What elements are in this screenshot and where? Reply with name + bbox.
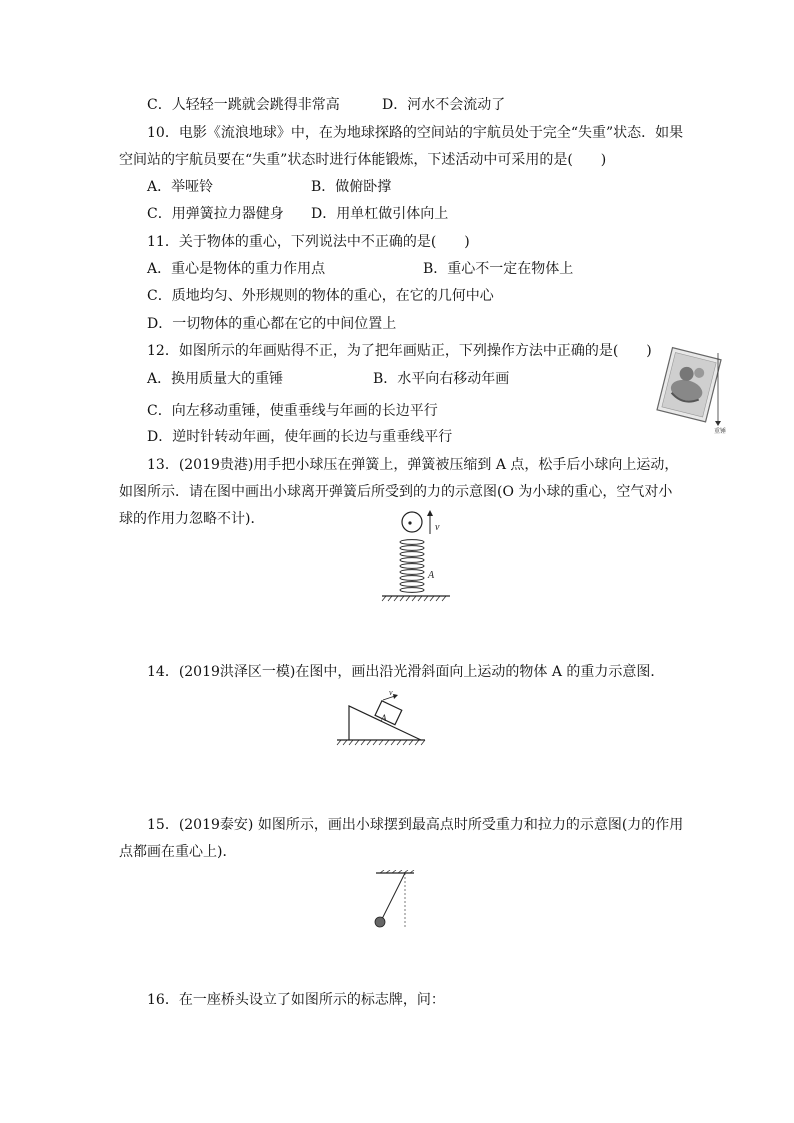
q12-plumb-label: 重锤 (714, 429, 727, 435)
q13-stem-line1: 13．(2019贵港)用手把小球压在弹簧上，弹簧被压缩到 A 点，松手后小球向上运动， (147, 457, 679, 473)
q10-option-a: A．举哑铃 (147, 179, 214, 195)
q12-option-c: C．向左移动重锤，使重垂线与年画的长边平行 (147, 403, 438, 419)
q10-option-d: D．用单杠做引体向上 (311, 206, 449, 222)
q13-ball-spring-figure (380, 506, 452, 604)
q16-stem: 16．在一座桥头设立了如图所示的标志牌，问： (147, 992, 445, 1008)
q12-option-d: D．逆时针转动年画，使年画的长边与重垂线平行 (147, 429, 453, 445)
q11-option-a: A．重心是物体的重力作用点 (147, 261, 326, 277)
q10-option-c: C．用弹簧拉力器健身 (147, 206, 284, 222)
q14-stem: 14．(2019洪泽区一模)在图中，画出沿光滑斜面向上运动的物体 A 的重力示意图． (147, 664, 665, 680)
q13-point-a-label: A (428, 570, 435, 581)
q9-option-d: D．河水不会流动了 (382, 97, 506, 113)
q12-stem: 12．如图所示的年画贴得不正，为了把年画贴正，下列操作方法中正确的是( ) (147, 343, 652, 359)
q15-stem-line2: 点都画在重心上)． (119, 844, 237, 860)
q14-incline-figure (335, 690, 427, 752)
q10-stem-line2: 空间站的宇航员要在“失重”状态时进行体能锻炼，下述活动中可采用的是( ) (119, 152, 607, 168)
q14-block-label: A (381, 713, 387, 723)
q11-option-b: B．重心不一定在物体上 (423, 261, 574, 277)
q12-option-b: B．水平向右移动年画 (373, 371, 510, 387)
q11-option-d: D．一切物体的重心都在它的中间位置上 (147, 316, 397, 332)
q12-tilted-picture-figure (654, 345, 734, 435)
q13-stem-line2: 如图所示．请在图中画出小球离开弹簧后所受到的力的示意图(O 为小球的重心，空气对小 (119, 484, 673, 500)
q11-option-c: C．质地均匀、外形规则的物体的重心，在它的几何中心 (147, 288, 494, 304)
q15-stem-line1: 15．(2019泰安) 如图所示，画出小球摆到最高点时所受重力和拉力的示意图(力的作用 (147, 817, 684, 833)
q13-stem-line3: 球的作用力忽略不计)． (119, 511, 265, 527)
q15-pendulum-figure (366, 870, 416, 932)
q10-option-b: B．做俯卧撑 (311, 179, 392, 195)
q9-option-c: C．人轻轻一跳就会跳得非常高 (147, 97, 340, 113)
q10-stem-line1: 10．电影《流浪地球》中，在为地球探路的空间站的宇航员处于完全“失重”状态．如果 (147, 125, 684, 141)
q12-option-a: A．换用质量大的重锤 (147, 371, 284, 387)
q13-velocity-label: v (435, 522, 440, 533)
q14-velocity-label: v (389, 690, 393, 697)
q11-stem: 11．关于物体的重心，下列说法中不正确的是( ) (147, 234, 470, 250)
